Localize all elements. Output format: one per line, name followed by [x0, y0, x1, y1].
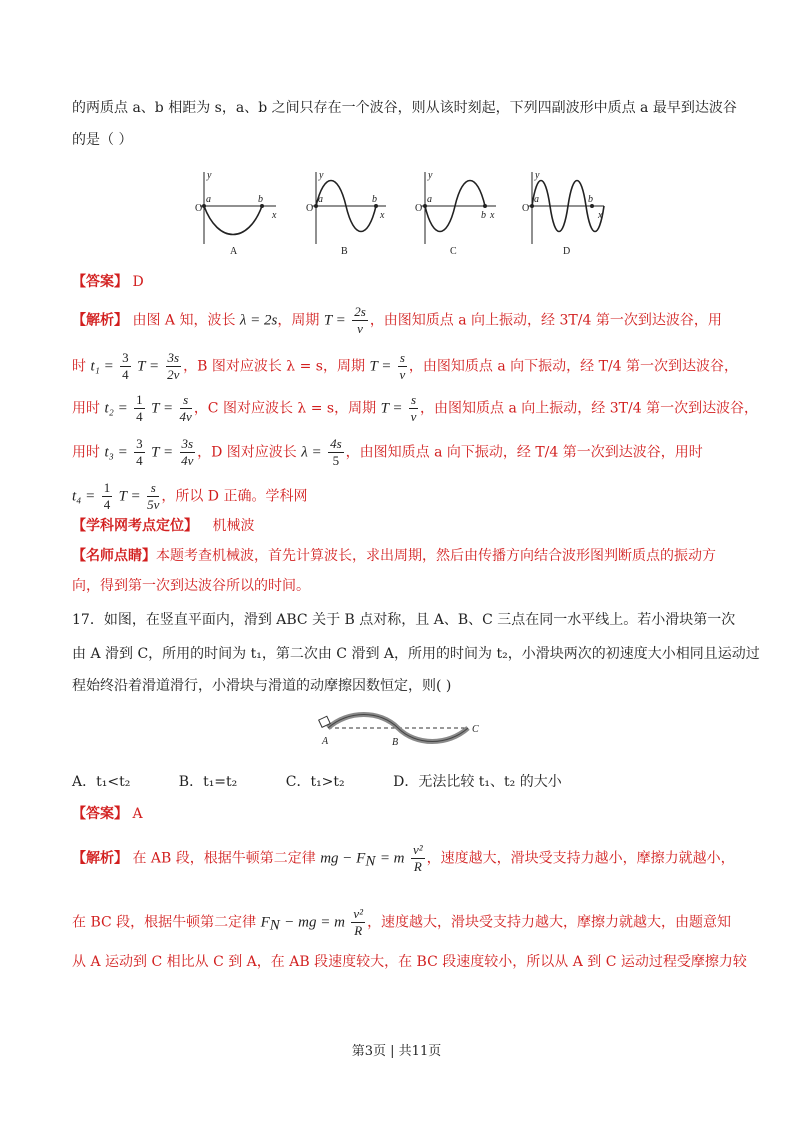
figure-label-b: B: [341, 246, 348, 257]
q16-analysis-line4: 用时 t₃ = $\frac{3}{4}$ T = $\frac{3s}{4v}$ ，D 图对应波长 λ = $\frac{4s}{5}$ ，由图知质点 a 向下振动，经 T/4 第一次到达波谷，用时: [72, 436, 703, 468]
option-d: D．无法比较 t₁、t₂ 的大小: [393, 774, 562, 790]
wave-figure-a: [195, 170, 277, 257]
wave-figure-b: [306, 170, 386, 257]
wave-figures: [178, 166, 610, 258]
q16-tip-line1: 【名师点睛】本题考查机械波，首先计算波长，求出周期，然后由传播方向结合波形图判断质点的振动方: [72, 548, 716, 564]
q16-stem-line1: 的两质点 a、b 相距为 s，a、b 之间只存在一个波谷，则从该时刻起，下列四副波形中质点 a 最早到达波谷: [72, 100, 737, 116]
svg-text:x: x: [598, 210, 603, 221]
svg-text:O: O: [522, 203, 530, 214]
figure-label-d: D: [563, 246, 571, 257]
q17-analysis-line3: 从 A 运动到 C 相比从 C 到 A，在 AB 段速度较大，在 BC 段速度较小，所以从 A 到 C 运动过程受摩擦力较: [72, 954, 747, 970]
svg-text:b: b: [588, 194, 593, 205]
option-b: B．t₁=t₂: [178, 774, 238, 790]
svg-text:y: y: [207, 170, 212, 181]
svg-text:b: b: [481, 210, 486, 221]
q17-stem-line3: 程始终沿着滑道滑行，小滑块与滑道的动摩擦因数恒定，则( ): [72, 678, 452, 694]
svg-text:a: a: [206, 194, 211, 205]
option-c: C．t₁>t₂: [285, 774, 345, 790]
q17-stem-line2: 由 A 滑到 C，所用的时间为 t₁，第二次由 C 滑到 A，所用的时间为 t₂，小滑块两次的初速度大小相同且运动过: [72, 646, 760, 662]
q17-options: [72, 772, 733, 792]
slide-track-figure: [310, 710, 488, 762]
svg-text:O: O: [306, 203, 314, 214]
q16-tip-line2: 向，得到第一次到达波谷所以的时间。: [72, 578, 310, 594]
svg-text:x: x: [272, 210, 277, 221]
q16-knowledge-point: 【学科网考点定位】 机械波: [72, 518, 255, 534]
svg-text:O: O: [415, 203, 423, 214]
svg-text:a: a: [534, 194, 539, 205]
q16-answer: 【答案】 D: [72, 274, 144, 290]
svg-text:y: y: [319, 170, 324, 181]
wave-figure-d: [522, 170, 604, 257]
page-footer: 第3页 | 共11页: [351, 1044, 442, 1059]
figure-label-a: A: [230, 246, 238, 257]
origin-label: O: [195, 203, 203, 214]
svg-text:b: b: [258, 194, 263, 205]
wave-figure-c: [415, 170, 496, 257]
q16-analysis-line3: 用时 t₂ = $\frac{1}{4}$ T = $\frac{s}{4v}$ ，C 图对应波长 λ = s，周期 T = $\frac{s}{v}$ ，由图知质点 a 向上振动，经 3T/4 第一次到达波谷，: [72, 392, 759, 424]
q17-analysis-line1: 【解析】 在 AB 段，根据牛顿第二定律 mg − FN = m $\frac{\text{v²}}{R}$ ，速度越大，滑块受支持力越小，摩擦力就越小，: [72, 842, 735, 874]
q16-analysis-line2: 时 t₁ = $\frac{3}{4}$ T = $\frac{3s}{2v}$ ，B 图对应波长 λ = s，周期 T = $\frac{s}{v}$ ，由图知质点 a 向下振动，经 T/4 第一次到达波谷，: [72, 350, 739, 382]
svg-text:y: y: [535, 170, 540, 181]
svg-text:y: y: [428, 170, 433, 181]
q16-analysis-line1: 【解析】 由图 A 知，波长 λ = 2s，周期 T = $\frac{2s}{v}$ ，由图知质点 a 向上振动，经 3T/4 第一次到达波谷，用: [72, 304, 722, 336]
svg-text:a: a: [427, 194, 432, 205]
q17-stem-line1: 17．如图，在竖直平面内，滑到 ABC 关于 B 点对称，且 A、B、C 三点在同一水平线上。若小滑块第一次: [72, 612, 736, 628]
q17-answer: 【答案】 A: [72, 806, 143, 822]
option-a: A．t₁<t₂: [72, 774, 131, 790]
svg-text:x: x: [490, 210, 495, 221]
svg-text:B: B: [392, 737, 399, 748]
svg-text:A: A: [322, 736, 329, 747]
q16-stem-line2: 的是（ ）: [72, 132, 133, 148]
q17-analysis-line2: 在 BC 段，根据牛顿第二定律 FN − mg = m $\frac{\text{v²}}{R}$ ，速度越大，滑块受支持力越大，摩擦力就越大，由题意知: [72, 906, 732, 938]
svg-text:x: x: [380, 210, 385, 221]
figure-label-c: C: [450, 246, 457, 257]
svg-text:b: b: [372, 194, 377, 205]
svg-text:a: a: [318, 194, 323, 205]
q16-analysis-line5: t₄ = $\frac{1}{4}$ T = $\frac{s}{5v}$ ，所以 D 正确。学科网: [72, 480, 308, 512]
svg-text:C: C: [472, 724, 479, 735]
